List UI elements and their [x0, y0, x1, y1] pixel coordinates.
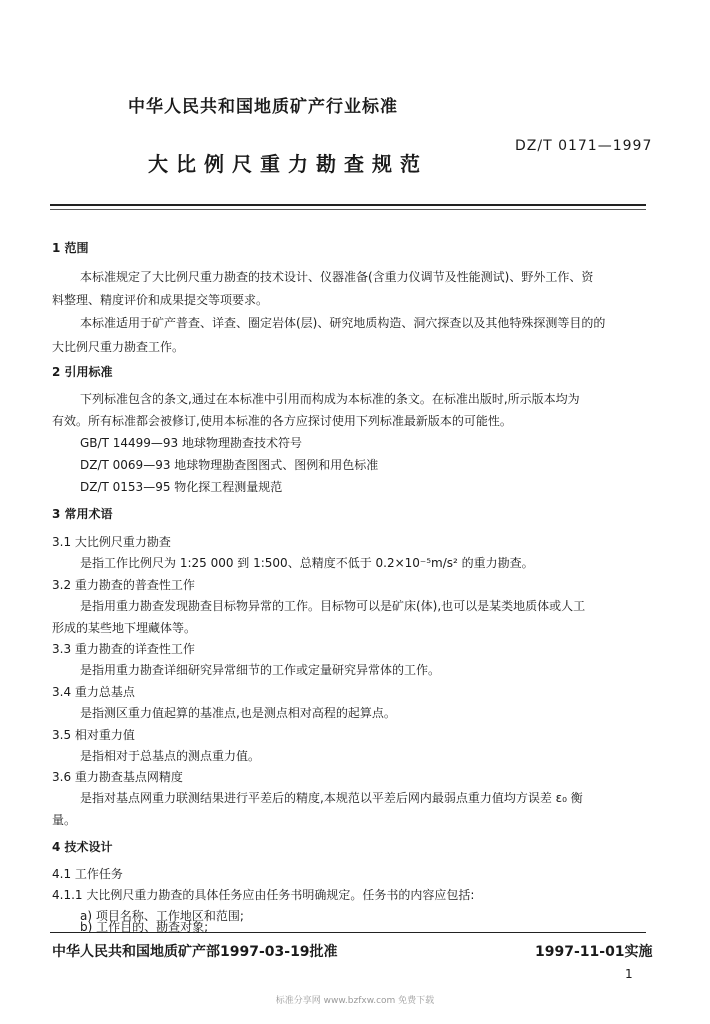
- body-text-line: 是指测区重力值起算的基准点,也是测点相对高程的起算点。: [80, 706, 396, 720]
- body-text-line: 本标准规定了大比例尺重力勘查的技术设计、仪器准备(含重力仪调节及性能测试)、野外工作、资: [80, 270, 594, 284]
- term-heading: 3.5 相对重力值: [52, 728, 135, 742]
- term-heading: 3.4 重力总基点: [52, 685, 135, 699]
- section-heading: 2 引用标准: [52, 365, 113, 379]
- standard-code: DZ/T 0171—1997: [515, 138, 653, 154]
- list-item: b) 工作目的、勘查对象;: [80, 920, 209, 934]
- page-number: 1: [625, 967, 633, 981]
- body-text-line: 是指相对于总基点的测点重力值。: [80, 749, 261, 763]
- watermark: 标准分享网 www.bzfxw.com 免费下载: [275, 996, 435, 1006]
- body-text-line: 料整理、精度评价和成果提交等项要求。: [52, 293, 269, 307]
- body-text-line: 是指用重力勘查发现勘查目标物异常的工作。目标物可以是矿床(体),也可以是某类地质体或人工: [80, 599, 586, 613]
- footer-rule: [50, 932, 646, 933]
- section-heading: 3 常用术语: [52, 507, 113, 521]
- body-text-line: 本标准适用于矿产普查、详查、圈定岩体(层)、研究地质构造、洞穴探查以及其他特殊探测等目的的: [80, 316, 606, 330]
- document-title: 大比例尺重力勘查规范: [148, 152, 428, 176]
- subsection-heading: 4.1 工作任务: [52, 867, 123, 881]
- effective-date: 1997-11-01实施: [535, 944, 653, 960]
- body-text-line: 是指对基点网重力联测结果进行平差后的精度,本规范以平差后网内最弱点重力值均方误差 ε₀ 衡: [80, 791, 583, 805]
- standard-organization: 中华人民共和国地质矿产行业标准: [128, 97, 398, 117]
- body-text-line: 4.1.1 大比例尺重力勘查的具体任务应由任务书明确规定。任务书的内容应包括:: [52, 888, 475, 902]
- body-text-line: 是指工作比例尺为 1:25 000 到 1:500、总精度不低于 0.2×10⁻⁵m/s² 的重力勘查。: [80, 556, 534, 570]
- body-text-line: 形成的某些地下埋藏体等。: [52, 621, 197, 635]
- reference-standard: GB/T 14499—93 地球物理勘查技术符号: [80, 436, 302, 450]
- body-text-line: 是指用重力勘查详细研究异常细节的工作或定量研究异常体的工作。: [80, 663, 441, 677]
- list-item: a) 项目名称、工作地区和范围;: [80, 909, 244, 923]
- term-heading: 3.2 重力勘查的普查性工作: [52, 578, 195, 592]
- header-rule: [50, 204, 646, 206]
- body-text-line: 量。: [52, 813, 77, 827]
- term-heading: 3.1 大比例尺重力勘查: [52, 535, 171, 549]
- body-text-line: 大比例尺重力勘查工作。: [52, 340, 185, 354]
- term-heading: 3.3 重力勘查的详查性工作: [52, 642, 195, 656]
- header-rule-thin: [50, 209, 646, 210]
- section-heading: 1 范围: [52, 241, 89, 255]
- section-heading: 4 技术设计: [52, 840, 113, 854]
- body-text-line: 有效。所有标准都会被修订,使用本标准的各方应探讨使用下列标准最新版本的可能性。: [52, 414, 512, 428]
- reference-standard: DZ/T 0153—95 物化探工程测量规范: [80, 480, 283, 494]
- term-heading: 3.6 重力勘查基点网精度: [52, 770, 183, 784]
- body-text-line: 下列标准包含的条文,通过在本标准中引用而构成为本标准的条文。在标准出版时,所示版本均为: [80, 392, 580, 406]
- reference-standard: DZ/T 0069—93 地球物理勘查图图式、图例和用色标准: [80, 458, 379, 472]
- issuer-approval: 中华人民共和国地质矿产部1997-03-19批准: [52, 944, 338, 960]
